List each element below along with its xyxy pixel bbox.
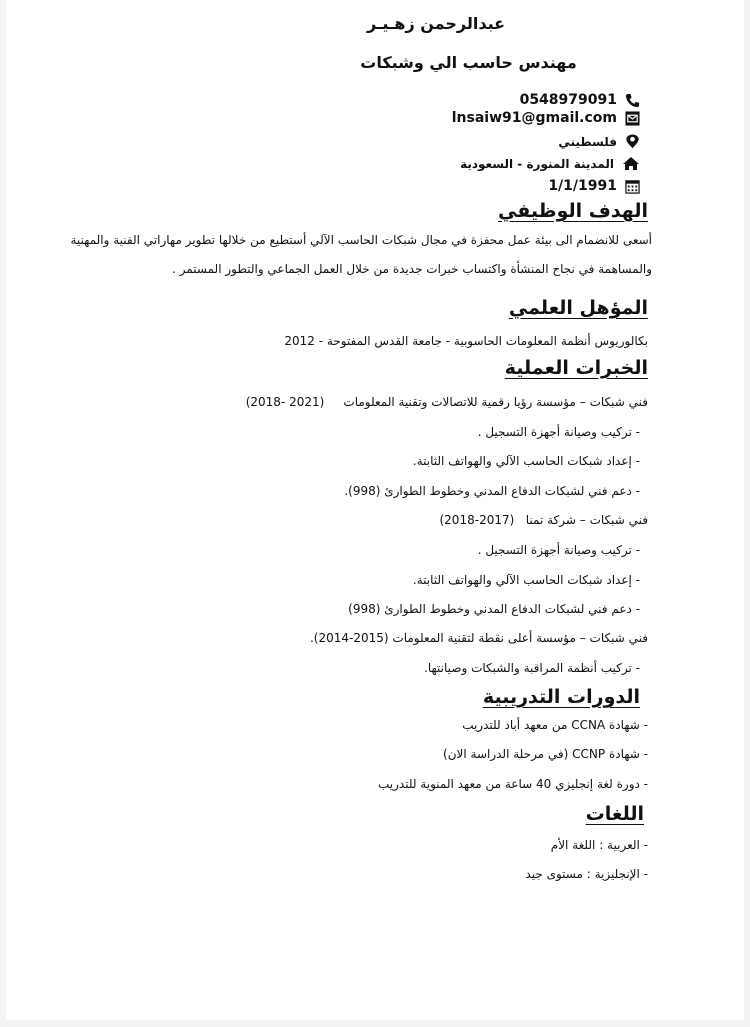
address-text: المدينة المنورة - السعودية [460, 156, 614, 171]
phone-icon [625, 93, 640, 108]
home-icon [622, 156, 640, 171]
job-1-title [246, 395, 648, 409]
language-item: - العربية : اللغة الأم [550, 838, 648, 852]
job-2-name: فني شبكات – شركة تمنا [525, 513, 648, 527]
education-heading: المؤهل العلمي [508, 297, 648, 319]
languages-heading: اللغات [585, 803, 644, 825]
calendar-icon [625, 179, 640, 194]
nationality-text: فلسطيني [558, 134, 617, 149]
job-2-task: - إعداد شبكات الحاسب الآلي والهواتف الثابتة. [412, 573, 640, 587]
job-1-task: - دعم فني لشبكات الدفاع المدني وخطوط الطوارئ (998). [344, 484, 640, 498]
location-icon [625, 134, 640, 149]
job-2-task: - دعم فني لشبكات الدفاع المدني وخطوط الطوارئ (998) [348, 602, 640, 616]
language-item: - الإنجليزية : مستوى جيد [525, 867, 648, 881]
resume-page [6, 0, 744, 1020]
contact-email [452, 110, 640, 126]
job-1-task: - تركيب وصيانة أجهزة التسجيل . [477, 425, 640, 439]
contact-nationality [558, 134, 640, 149]
job-1-dates: (2021 -2018) [245, 395, 325, 409]
experience-heading: الخبرات العملية [504, 357, 648, 379]
job-1-name: فني شبكات – مؤسسة رؤيا رقمية للاتصالات وتقنية المعلومات [343, 395, 648, 409]
course-item: - شهادة CCNA من معهد أباد للتدريب [462, 718, 648, 732]
contact-birthdate [548, 178, 640, 194]
job-2-task: - تركيب وصيانة أجهزة التسجيل . [477, 543, 640, 557]
person-name: عبدالرحمن زهـيـر [366, 14, 506, 33]
job-3-task: - تركيب أنظمة المراقبة والشبكات وصيانتها. [424, 661, 640, 675]
objective-heading: الهدف الوظيفي [498, 200, 648, 222]
job-2-title [439, 513, 648, 527]
course-item: - دورة لغة إنجليزي 40 ساعة من معهد المنوية للتدريب [378, 777, 648, 791]
job-2-dates: (2017-2018) [439, 513, 515, 527]
contact-address [460, 156, 640, 171]
education-line: بكالوريوس أنظمة المعلومات الحاسوبية - جامعة القدس المفتوحة - 2012 [284, 334, 648, 348]
phone-text: 0548979091 [519, 92, 617, 108]
mail-icon [625, 111, 640, 126]
birthdate-text: 1/1/1991 [548, 178, 617, 194]
contact-phone [520, 92, 640, 108]
job-1-task: - إعداد شبكات الحاسب الآلي والهواتف الثابتة. [412, 454, 640, 468]
courses-heading: الدورات التدريبية [482, 686, 640, 708]
job-title: مهندس حاسب الي وشبكات [360, 53, 577, 72]
course-item: - شهادة CCNP (في مرحلة الدراسة الان) [443, 747, 648, 761]
job-3-title: فني شبكات – مؤسسة أعلى نقطة لتقنية المعلومات (2015-2014). [309, 631, 648, 645]
email-text: lnsaiw91@gmail.com [451, 110, 617, 126]
objective-line-1: أسعى للانضمام الى بيئة عمل محفزة في مجال شبكات الحاسب الآلي أستطيع من خلالها تطوير مهاراتي الفنية والمهنية [70, 233, 652, 247]
objective-line-2: والمساهمة في نجاح المنشأة واكتساب خبرات جديدة من خلال العمل الجماعي والتطور المستمر . [172, 262, 652, 276]
